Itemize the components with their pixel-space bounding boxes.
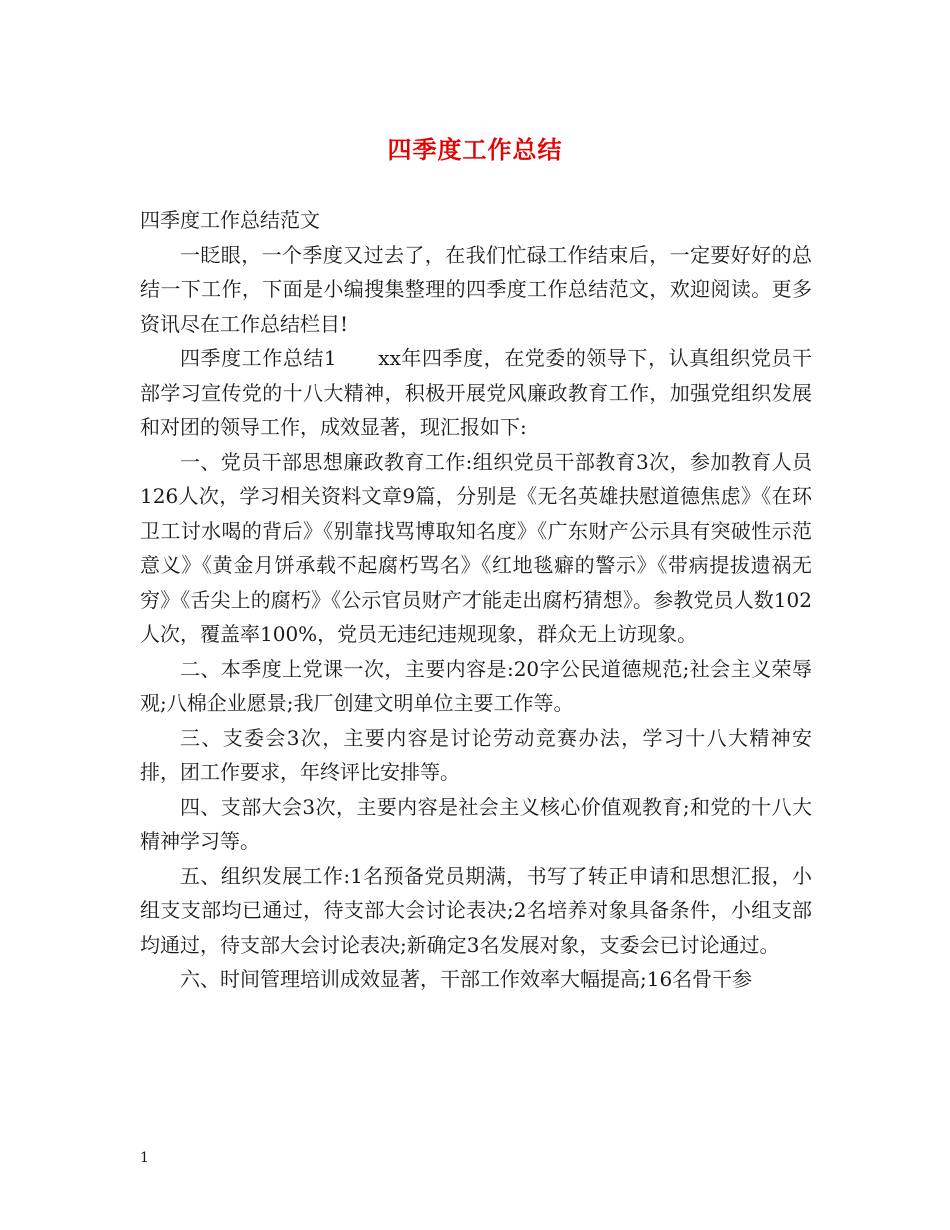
page-number: 1 <box>140 1150 149 1166</box>
document-body <box>140 203 812 997</box>
document-subtitle: 四季度工作总结范文 <box>140 208 320 232</box>
document-title: 四季度工作总结 <box>387 135 563 164</box>
paragraph-item-3: 三、支委会3次，主要内容是讨论劳动竞赛办法，学习十八大精神安排，团工作要求，年终评比安排等。 <box>140 725 812 784</box>
paragraph-intro: 一眨眼，一个季度又过去了，在我们忙碌工作结束后，一定要好好的总结一下工作，下面是小编搜集整理的四季度工作总结范文，欢迎阅读。更多资讯尽在工作总结栏目! <box>140 242 812 336</box>
paragraph-item-1: 一、党员干部思想廉政教育工作:组织党员干部教育3次，参加教育人员126人次，学习相关资料文章9篇，分别是《无名英雄扶慰道德焦虑》《在环卫工讨水喝的背后》《别靠找骂博取知名度》《广东财产公示具有突破性示范意义》《黄金月饼承载不起腐朽骂名》《红地毯癖的警示》《带病提拔遗祸无穷》《舌尖上的腐朽》《公示官员财产才能走出腐朽猜想》。参教党员人数102人次，覆盖率100%，党员无违纪违规现象，群众无上访现象。 <box>140 449 812 646</box>
paragraph-item-6: 六、时间管理培训成效显著，干部工作效率大幅提高;16名骨干参 <box>180 967 753 991</box>
paragraph-item-4: 四、支部大会3次，主要内容是社会主义核心价值观教育;和党的十八大精神学习等。 <box>140 794 812 853</box>
paragraph-item-2: 二、本季度上党课一次，主要内容是:20字公民道德规范;社会主义荣辱观;八棉企业愿景;我厂创建文明单位主要工作等。 <box>140 656 812 715</box>
paragraph-summary-1: 四季度工作总结1 xx年四季度，在党委的领导下，认真组织党员干部学习宣传党的十八大精神，积极开展党风廉政教育工作，加强党组织发展和对团的领导工作，成效显著，现汇报如下: <box>140 346 812 439</box>
paragraph-item-5: 五、组织发展工作:1名预备党员期满，书写了转正申请和思想汇报，小组支支部均已通过，待支部大会讨论表决;2名培养对象具备条件，小组支部均通过，待支部大会讨论表决;新确定3名发展对象，支委会已讨论通过。 <box>140 863 812 957</box>
